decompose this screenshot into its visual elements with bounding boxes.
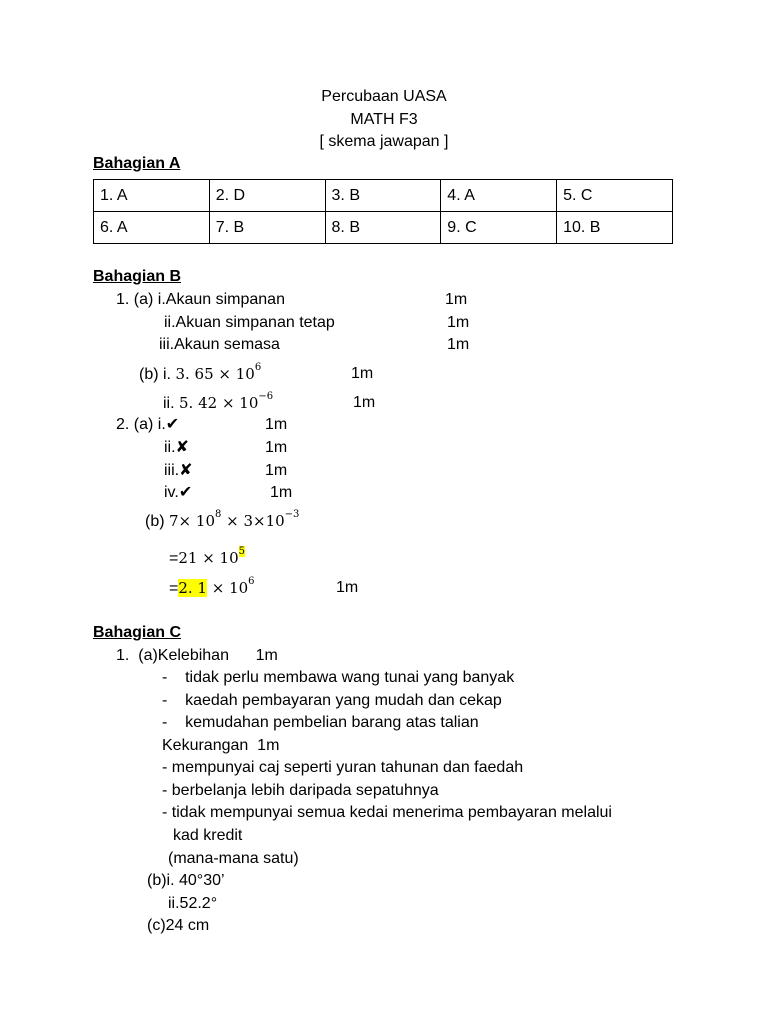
b-q1b-i-expr <box>175 362 262 383</box>
b-q2a-iv-mark: 1m <box>270 484 293 501</box>
math-exponent: 6 <box>248 576 255 587</box>
b-q2a-ii: ii.✘ <box>164 439 189 456</box>
c-disadv-item: - tidak mempunyai semua kedai menerima pembayaran melalui <box>162 804 612 821</box>
table-cell: 9. C <box>441 212 557 244</box>
b-q1b-ii <box>163 391 274 412</box>
table-cell: 1. A <box>94 180 210 212</box>
answer-table <box>93 179 673 244</box>
b-q1b-i <box>139 362 262 383</box>
c-disadv-item: - berbelanja lebih daripada sepatuhnya <box>162 782 439 799</box>
table-cell: 5. C <box>557 180 673 212</box>
c-disadv-item: - mempunyai caj seperti yuran tahunan dan faedah <box>162 759 524 776</box>
b-q2b <box>145 509 300 530</box>
equals-sign: = <box>169 580 179 597</box>
b-q1a-iii-mark: 1m <box>447 336 470 353</box>
math-exponent: 6 <box>254 362 262 373</box>
b-q2a-iii-mark: 1m <box>265 462 288 479</box>
table-cell: 10. B <box>557 212 673 244</box>
table-cell: 6. A <box>94 212 210 244</box>
document-subject: MATH F3 <box>350 111 418 128</box>
b-q2b-label: (b) <box>145 513 165 530</box>
c-q1b-i: (b)i. 40°30’ <box>147 872 225 889</box>
b-q1a-ii-mark: 1m <box>447 314 470 331</box>
math-base: 5. 42 × 10 <box>179 394 259 412</box>
c-q1b-ii: ii.52.2° <box>168 895 218 912</box>
b-q2b-expr <box>169 509 300 530</box>
c-q1a: 1. (a)Kelebihan 1m <box>116 647 278 664</box>
math-expr <box>178 546 245 567</box>
math-exponent: 8 <box>214 509 222 520</box>
c-note: (mana-mana satu) <box>168 850 299 867</box>
math-base: 3. 65 × 10 <box>175 365 255 383</box>
b-q1a-i-mark: 1m <box>445 291 468 308</box>
equals-sign: = <box>169 550 179 567</box>
b-q1a-i: 1. (a) i.Akaun simpanan <box>116 291 285 308</box>
table-cell: 8. B <box>325 212 441 244</box>
math-base: 21 × 10 <box>178 549 239 567</box>
math-exponent: −3 <box>284 509 300 520</box>
section-b-heading: Bahagian B <box>93 268 182 285</box>
b-q2a-iv: iv.✔ <box>164 484 193 501</box>
section-c-heading: Bahagian C <box>93 624 182 641</box>
math-base: × 10 <box>206 579 249 597</box>
c-q1c: (c)24 cm <box>147 917 210 934</box>
c-disadv-label: Kekurangan 1m <box>162 737 280 754</box>
b-q2a-iii: iii.✘ <box>164 462 193 479</box>
table-cell: 2. D <box>209 180 325 212</box>
table-row <box>94 212 673 244</box>
b-q2a-i-mark: 1m <box>265 416 288 433</box>
table-row <box>94 180 673 212</box>
math-base: × 3×10 <box>221 512 285 530</box>
b-q1b-ii-label: ii. <box>163 395 175 412</box>
section-a-heading: Bahagian A <box>93 155 181 172</box>
math-exponent: −6 <box>258 391 274 402</box>
highlighted-value: 2. 1 <box>178 579 207 597</box>
math-expr <box>178 576 255 597</box>
b-q2b-mark: 1m <box>336 579 359 596</box>
document-subtitle: [ skema jawapan ] <box>319 133 449 150</box>
b-q2a-i: 2. (a) i.✔ <box>116 416 180 433</box>
c-disadv-item-cont: kad kredit <box>173 827 243 844</box>
b-q1a-ii: ii.Akuan simpanan tetap <box>164 314 335 331</box>
b-q1b-i-mark: 1m <box>351 365 374 382</box>
b-q2a-ii-mark: 1m <box>265 439 288 456</box>
c-adv-item: - kemudahan pembelian barang atas talian <box>162 714 479 731</box>
math-base: 7× 10 <box>169 512 215 530</box>
table-cell: 3. B <box>325 180 441 212</box>
c-adv-item: - kaedah pembayaran yang mudah dan cekap <box>162 692 502 709</box>
b-q2b-step1 <box>169 546 245 567</box>
table-cell: 4. A <box>441 180 557 212</box>
b-q1b-i-label: (b) i. <box>139 366 171 383</box>
b-q1b-ii-expr <box>179 391 274 412</box>
b-q1a-iii: iii.Akaun semasa <box>159 336 280 353</box>
c-adv-item: - tidak perlu membawa wang tunai yang banyak <box>162 669 515 686</box>
document-title: Percubaan UASA <box>321 88 447 105</box>
b-q1b-ii-mark: 1m <box>353 394 376 411</box>
table-cell: 7. B <box>209 212 325 244</box>
b-q2b-step2 <box>169 576 255 597</box>
math-exponent-highlighted: 5 <box>238 546 245 557</box>
